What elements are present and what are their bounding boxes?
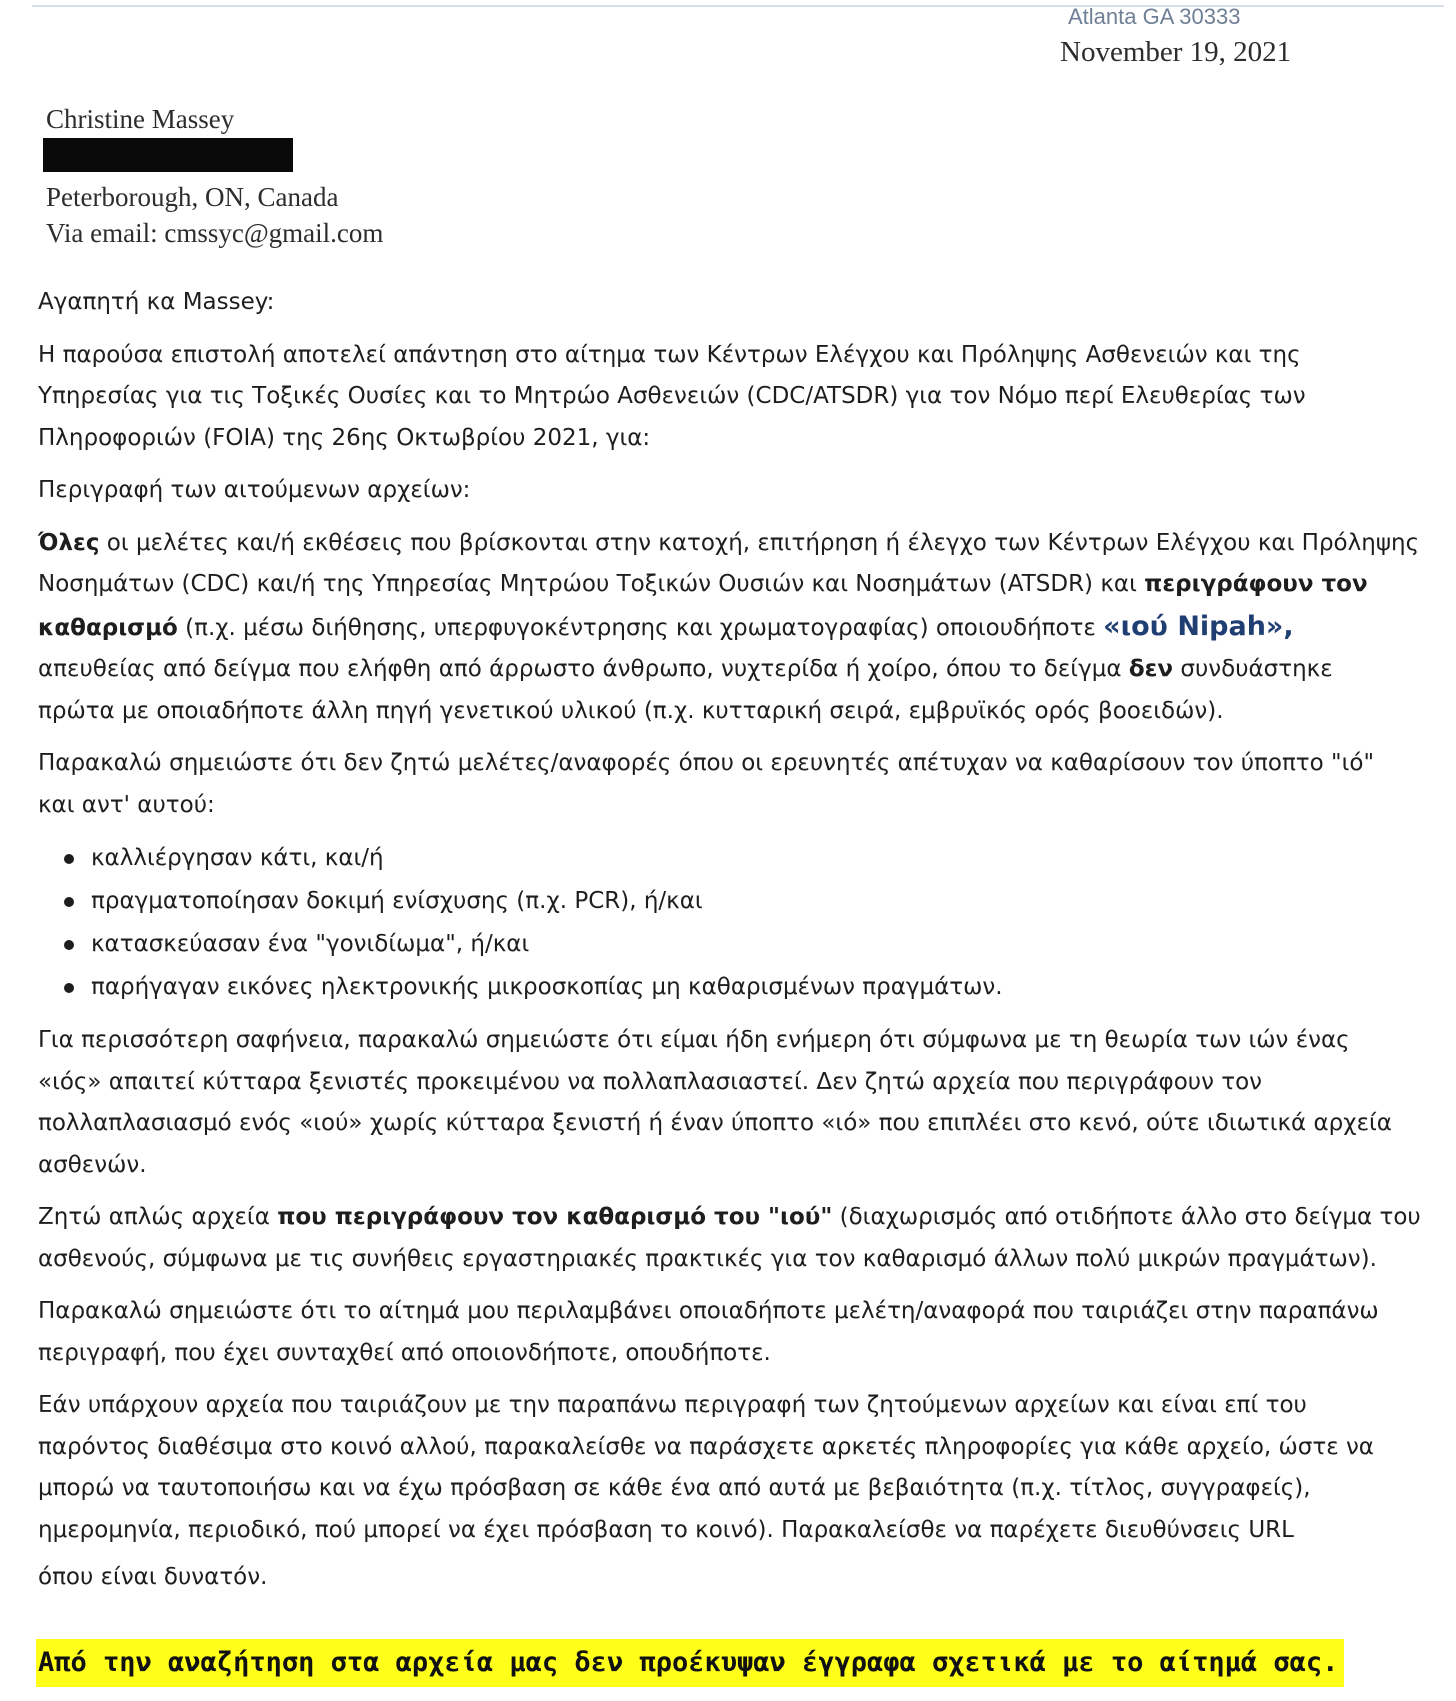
inclusion-paragraph: Παρακαλώ σημειώστε ότι το αίτημά μου περιλαμβάνει οποιαδήποτε μελέτη/αναφορά που ταιριάζει στην παραπάνω περιγραφή, που έχει συνταχθεί από οποιονδήποτε, οπουδήποτε. — [38, 1298, 1379, 1366]
list-item: κατασκεύασαν ένα "γονιδίωμα", ή/και — [61, 923, 1444, 966]
recipient-city: Peterborough, ON, Canada — [46, 182, 339, 212]
list-item: παρήγαγαν εικόνες ηλεκτρονικής μικροσκοπίας μη καθαρισμένων πραγμάτων. — [61, 966, 1444, 1009]
virus-name: «ιού Nipah», — [1103, 610, 1294, 642]
clarification-paragraph: Για περισσότερη σαφήνεια, παρακαλώ σημειώστε ότι είμαι ήδη ενήμερη ότι σύμφωνα με τη θεωρία των ιών ένας «ιός» απαιτεί κύτταρα ξενιστές προκειμένου να πολλαπλασιαστεί. Δεν ζητώ αρχεία που περιγράφουν τον πολλαπλασιασμό ενός «ιού» χωρίς κύτταρα ξενιστή ή έναν ύποπτο «ιό» που επιπλέει στο κενό, ούτε ιδιωτικά αρχεία ασθενών. — [38, 1027, 1392, 1178]
availability-paragraph: Εάν υπάρχουν αρχεία που ταιριάζουν με την παραπάνω περιγραφή των ζητούμενων αρχείων και είναι επί του παρόντος διαθέσιμα στο κοινό αλλού, παρακαλείσθε να παράσχετε αρκετές πληροφορίες για κάθε αρχείο, ώστε να μπορώ να ταυτοποιήσω και να έχω πρόσβαση σε κάθε ένα από αυτά με βεβαιότητα (π.χ. τίτλος, συγγραφείς), ημερομηνία, περιοδικό, πού μπορεί να έχει πρόσβαση το κοινό). Παρακαλείσθε να παρέχετε διευθύνσεις URL όπου είναι δυνατόν. — [38, 1392, 1374, 1590]
recipient-name: Christine Massey — [46, 104, 235, 134]
simple-request-paragraph: Ζητώ απλώς αρχεία που περιγράφουν τον καθαρισμό του "ιού" (διαχωρισμός από οτιδήποτε άλλο στο δείγμα του ασθενούς, σύμφωνα με τις συνήθεις εργαστηριακές πρακτικές για τον καθαρισμό άλλων πολύ μικρών πραγμάτων). — [38, 1204, 1421, 1272]
request-paragraph: Όλες οι μελέτες και/ή εκθέσεις που βρίσκονται στην κατοχή, επιτήρηση ή έλεγχο των Κέντρων Ελέγχου και Πρόληψης Νοσημάτων (CDC) και/ή της Υπηρεσίας Μητρώου Τοξικών Ουσιών και Νοσημάτων (ATSDR) και περιγράφουν τον καθαρισμό (π.χ. μέσω διήθησης, υπερφυγοκέντρησης και χρωματογραφίας) οποιουδήποτε «ιού Nipah», απευθείας από δείγμα που ελήφθη από άρρωστο άνθρωπο, νυχτερίδα ή χοίρο, όπου το δείγμα δεν συνδυάστηκε πρώτα με οποιαδήποτε άλλη πηγή γενετικού υλικού (π.χ. κυτταρική σειρά, εμβρυϊκός ορός βοοειδών). — [38, 529, 1420, 724]
exclusion-list — [38, 837, 1444, 1009]
intro-paragraph: Η παρούσα επιστολή αποτελεί απάντηση στο αίτημα των Κέντρων Ελέγχου και Πρόληψης Ασθενειών και της Υπηρεσίας για τις Τοξικές Ουσίες και το Μητρώο Ασθενειών (CDC/ATSDR) για τον Νόμο περί Ελευθερίας των Πληροφοριών (FOIA) της 26ης Οκτωβρίου 2021, για: — [38, 341, 1306, 451]
letter-date: November 19, 2021 — [1060, 36, 1292, 68]
exclusion-note: Παρακαλώ σημειώστε ότι δεν ζητώ μελέτες/αναφορές όπου οι ερευνητές απέτυχαν να καθαρίσουν τον ύποπτο "ιό" και αντ' αυτού: — [38, 750, 1375, 818]
recipient-email: Via email: cmssyc@gmail.com — [46, 218, 384, 248]
list-item: καλλιέργησαν κάτι, και/ή — [61, 837, 1444, 880]
sender-city-line: Atlanta GA 30333 — [1068, 4, 1241, 29]
letter-body — [38, 282, 1444, 1610]
highlighted-conclusion: Από την αναζήτηση στα αρχεία μας δεν προέκυψαν έγγραφα σχετικά με το αίτημά σας. — [36, 1639, 1344, 1687]
list-item: πραγματοποίησαν δοκιμή ενίσχυσης (π.χ. PCR), ή/και — [61, 880, 1444, 923]
redacted-address-bar — [43, 138, 293, 172]
salutation: Αγαπητή κα Massey: — [38, 289, 275, 315]
description-heading: Περιγραφή των αιτούμενων αρχείων: — [38, 477, 471, 503]
